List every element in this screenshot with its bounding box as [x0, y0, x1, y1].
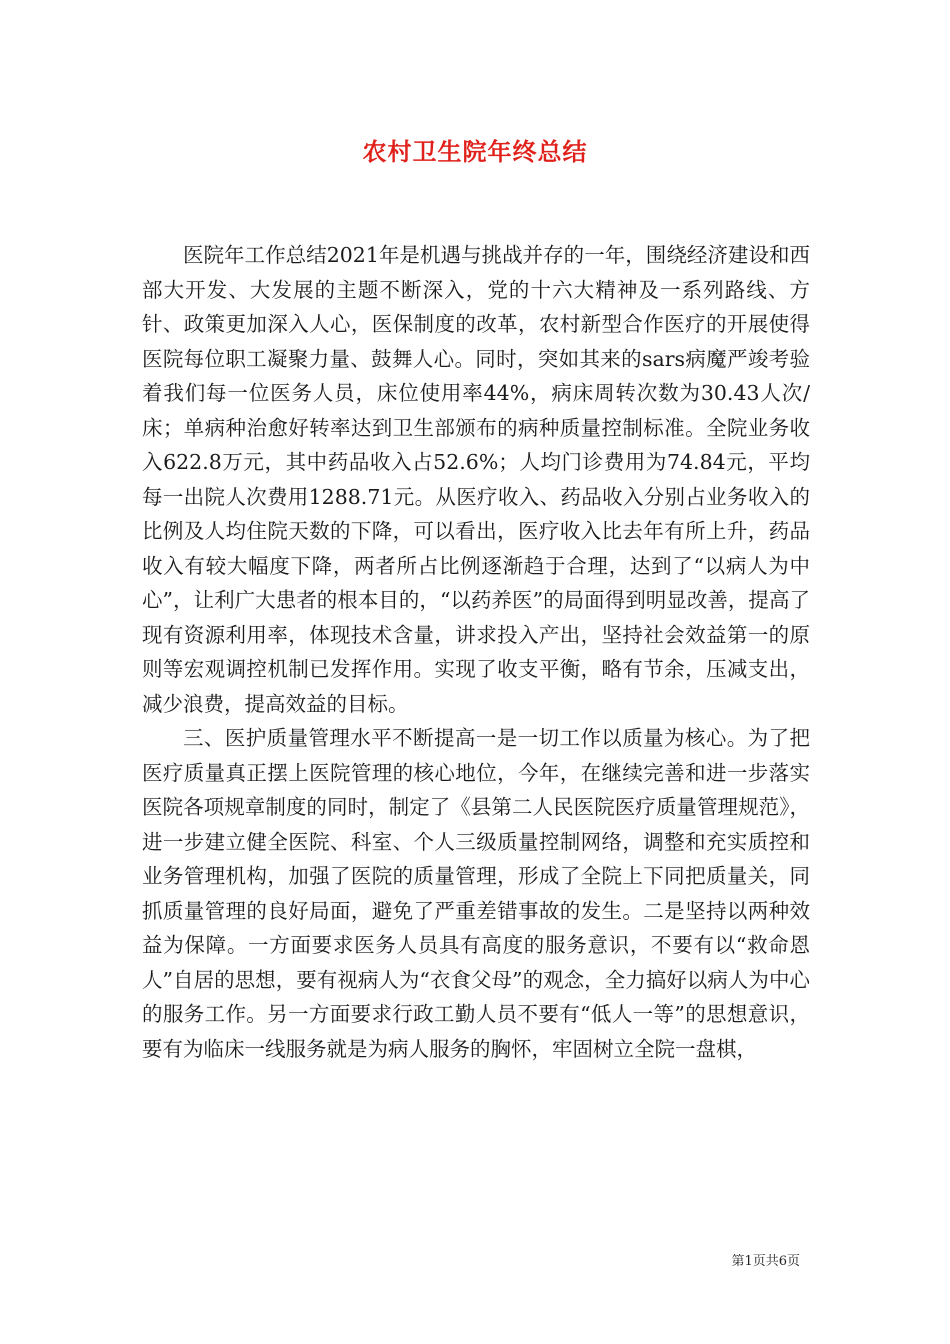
document-body	[142, 238, 810, 1066]
page-number: 第1页共6页	[731, 1254, 800, 1269]
document-title: 农村卫生院年终总结	[362, 137, 588, 166]
paragraph-2: 三、医护质量管理水平不断提高一是一切工作以质量为核心。为了把医疗质量真正摆上医院管理的核心地位，今年，在继续完善和进一步落实医院各项规章制度的同时，制定了《县第二人民医院医疗质量管理规范》，进一步建立健全医院、科室、个人三级质量控制网络，调整和充实质控和业务管理机构，加强了医院的质量管理，形成了全院上下同把质量关，同抓质量管理的良好局面，避免了严重差错事故的发生。二是坚持以两种效益为保障。一方面要求医务人员具有高度的服务意识，不要有以“救命恩人”自居的思想，要有视病人为“衣食父母”的观念，全力搞好以病人为中心的服务工作。另一方面要求行政工勤人员不要有“低人一等”的思想意识，要有为临床一线服务就是为病人服务的胸怀，牢固树立全院一盘棋，	[142, 726, 810, 1061]
paragraph-1: 医院年工作总结2021年是机遇与挑战并存的一年，围绕经济建设和西部大开发、大发展的主题不断深入，党的十六大精神及一系列路线、方针、政策更加深入人心，医保制度的改革，农村新型合作医疗的开展使得医院每位职工凝聚力量、鼓舞人心。同时，突如其来的sars病魔严竣考验着我们每一位医务人员，床位使用率44%，病床周转次数为30.43人次/床；单病种治愈好转率达到卫生部颁布的病种质量控制标准。全院业务收入622.8万元，其中药品收入占52.6%；人均门诊费用为74.84元，平均每一出院人次费用1288.71元。从医疗收入、药品收入分别占业务收入的比例及人均住院天数的下降，可以看出，医疗收入比去年有所上升，药品收入有较大幅度下降，两者所占比例逐渐趋于合理，达到了“以病人为中心”，让利广大患者的根本目的，“以药养医”的局面得到明显改善，提高了现有资源利用率，体现技术含量，讲求投入产出，坚持社会效益第一的原则等宏观调控机制已发挥作用。实现了收支平衡，略有节余，压减支出，减少浪费，提高效益的目标。	[142, 243, 810, 716]
